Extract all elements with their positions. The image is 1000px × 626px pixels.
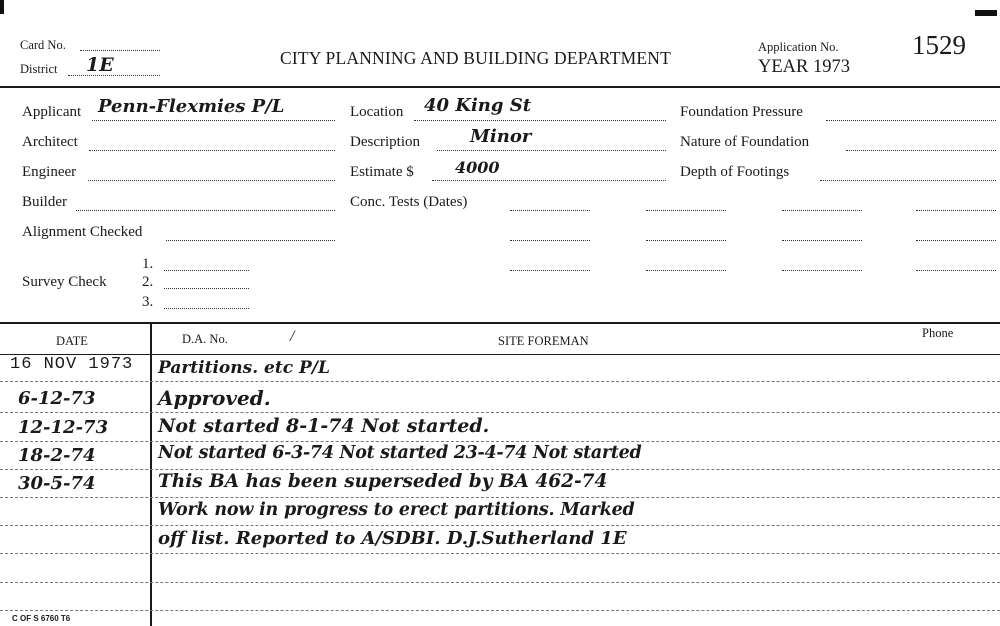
year-label: YEAR 1973 — [758, 57, 850, 77]
foundation-pressure-label: Foundation Pressure — [680, 104, 803, 120]
da-no-header: D.A. No. — [182, 332, 228, 346]
description-label: Description — [350, 134, 420, 150]
card-no-label: Card No. — [20, 38, 66, 52]
nature-of-foundation-line — [846, 150, 996, 151]
architect-label: Architect — [22, 134, 78, 150]
row-date: 30-5-74 — [18, 473, 96, 494]
phone-header: Phone — [922, 326, 954, 340]
header-rule — [0, 86, 1000, 88]
alignment-line — [166, 240, 335, 241]
test-result-line — [646, 210, 726, 211]
conc-test-line — [510, 270, 590, 271]
da-no-value: / — [290, 328, 295, 345]
row-line — [0, 525, 1000, 526]
row-entry: Not started 8-1-74 Not started. — [158, 415, 490, 437]
architect-line — [89, 150, 335, 151]
test-result-line — [916, 240, 996, 241]
row-line — [0, 381, 1000, 382]
table-header-rule — [0, 354, 1000, 355]
alignment-checked-label: Alignment Checked — [22, 224, 143, 240]
row-date: 12-12-73 — [18, 417, 109, 438]
location-label: Location — [350, 104, 404, 120]
date-column-divider — [150, 322, 152, 626]
description-value: Minor — [470, 126, 532, 147]
applicant-line — [92, 120, 335, 121]
survey-2-line — [164, 288, 249, 289]
district-label: District — [20, 62, 58, 76]
conc-tests-label: Conc. Tests (Dates) — [350, 194, 468, 210]
date-header: DATE — [56, 334, 88, 348]
nature-of-foundation-label: Nature of Foundation — [680, 134, 810, 150]
engineer-line — [88, 180, 335, 181]
date-stamp: 16 NOV 1973 — [10, 355, 134, 374]
row-line — [0, 469, 1000, 470]
test-result-line — [916, 210, 996, 211]
estimate-label: Estimate $ — [350, 164, 414, 180]
application-no-label: Application No. — [758, 40, 839, 54]
row-entry: Work now in progress to erect partitions. Marked — [158, 500, 635, 520]
test-result-line — [916, 270, 996, 271]
card-no-line — [80, 50, 160, 51]
description-line — [437, 150, 666, 151]
test-result-line — [782, 210, 862, 211]
foundation-pressure-line — [826, 120, 996, 121]
row-date: 6-12-73 — [18, 388, 96, 409]
test-result-line — [646, 270, 726, 271]
survey-check-label: Survey Check — [22, 274, 107, 290]
engineer-label: Engineer — [22, 164, 77, 180]
depth-of-footings-label: Depth of Footings — [680, 164, 790, 180]
row-entry: Approved. — [158, 386, 271, 410]
row-line — [0, 553, 1000, 554]
applicant-value: Penn-Flexmies P/L — [98, 96, 285, 117]
row-line — [0, 610, 1000, 611]
estimate-value: 4000 — [455, 158, 500, 177]
survey-1-line — [164, 270, 249, 271]
builder-label: Builder — [22, 194, 67, 210]
survey-3-label: 3. — [142, 294, 154, 310]
corner-mark — [0, 0, 4, 14]
estimate-line — [432, 180, 666, 181]
row-line — [0, 582, 1000, 583]
test-result-line — [782, 240, 862, 241]
applicant-label: Applicant — [22, 104, 82, 120]
district-value: 1E — [86, 54, 114, 76]
district-line — [68, 75, 160, 76]
survey-3-line — [164, 308, 249, 309]
builder-line — [76, 210, 335, 211]
form-code: C OF S 6760 T6 — [12, 614, 71, 623]
corner-mark — [975, 10, 997, 16]
site-foreman-header: SITE FOREMAN — [498, 334, 589, 348]
test-result-line — [782, 270, 862, 271]
application-number: 1529 — [912, 30, 966, 60]
row-date: 18-2-74 — [18, 445, 96, 466]
row-entry: This BA has been superseded by BA 462-74 — [158, 471, 608, 492]
row-entry: off list. Reported to A/SDBI. D.J.Sutherland 1E — [158, 528, 627, 549]
conc-test-line — [510, 240, 590, 241]
row-line — [0, 497, 1000, 498]
conc-test-line — [510, 210, 590, 211]
row-entry: Not started 6-3-74 Not started 23-4-74 Not started — [158, 443, 642, 463]
test-result-line — [646, 240, 726, 241]
depth-of-footings-line — [820, 180, 996, 181]
location-line — [414, 120, 666, 121]
row-entry: Partitions. etc P/L — [158, 358, 330, 378]
survey-1-label: 1. — [142, 256, 154, 272]
location-value: 40 King St — [424, 95, 532, 116]
survey-2-label: 2. — [142, 274, 154, 290]
row-line — [0, 412, 1000, 413]
row-line — [0, 441, 1000, 442]
department-title: CITY PLANNING AND BUILDING DEPARTMENT — [280, 48, 672, 68]
